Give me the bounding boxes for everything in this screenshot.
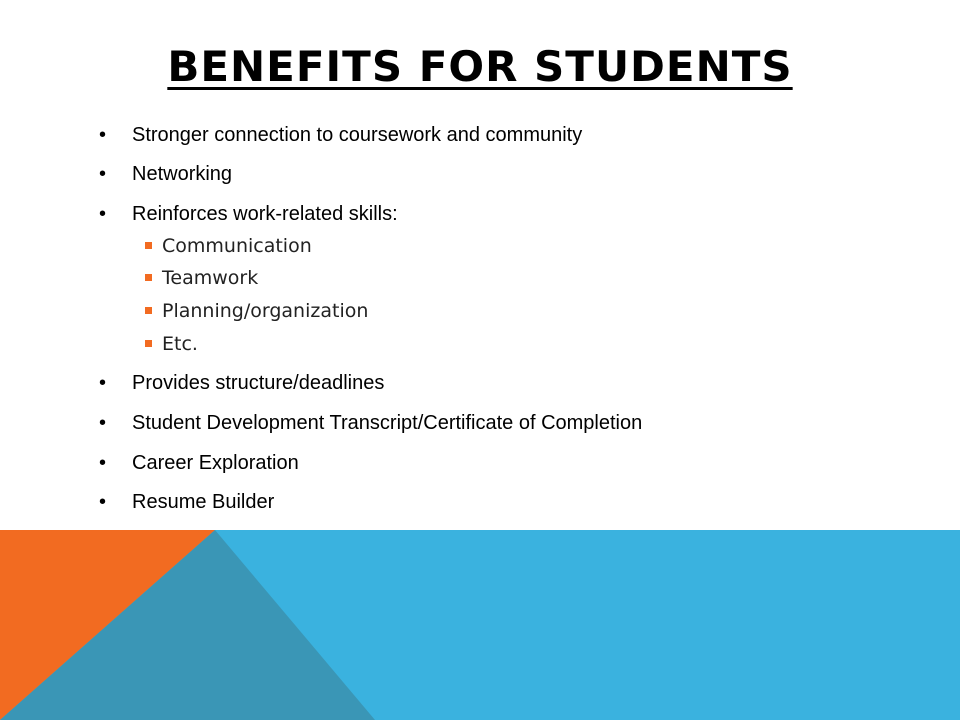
bullet-text: Student Development Transcript/Certificate of Completion xyxy=(132,412,643,434)
sub-bullet-text: Teamwork xyxy=(162,267,259,289)
sub-bullet-text: Planning/organization xyxy=(162,300,369,322)
bullet-text: Career Exploration xyxy=(132,452,299,474)
bullet-dot: • xyxy=(99,452,107,474)
square-bullet-icon xyxy=(145,307,152,314)
decorative-color-band xyxy=(0,530,960,720)
slide-title-text: BENEFITS FOR STUDENTS xyxy=(167,42,793,91)
square-bullet-icon xyxy=(145,274,152,281)
bullet-dot: • xyxy=(99,203,107,225)
bullet-dot: • xyxy=(99,372,107,394)
bullet-text: Provides structure/deadlines xyxy=(132,372,385,394)
bullet-text: Resume Builder xyxy=(132,491,275,513)
sub-bullet-text: Etc. xyxy=(162,333,198,355)
bullet-text: Stronger connection to coursework and community xyxy=(132,124,583,146)
sub-bullet-text: Communication xyxy=(162,235,312,257)
bullet-dot: • xyxy=(99,412,107,434)
bullet-text: Reinforces work-related skills: xyxy=(132,203,398,225)
bullet-dot: • xyxy=(99,163,107,185)
square-bullet-icon xyxy=(145,340,152,347)
square-bullet-icon xyxy=(145,242,152,249)
bullet-text: Networking xyxy=(132,163,233,185)
bullet-dot: • xyxy=(99,124,107,146)
bullet-dot: • xyxy=(99,491,107,513)
